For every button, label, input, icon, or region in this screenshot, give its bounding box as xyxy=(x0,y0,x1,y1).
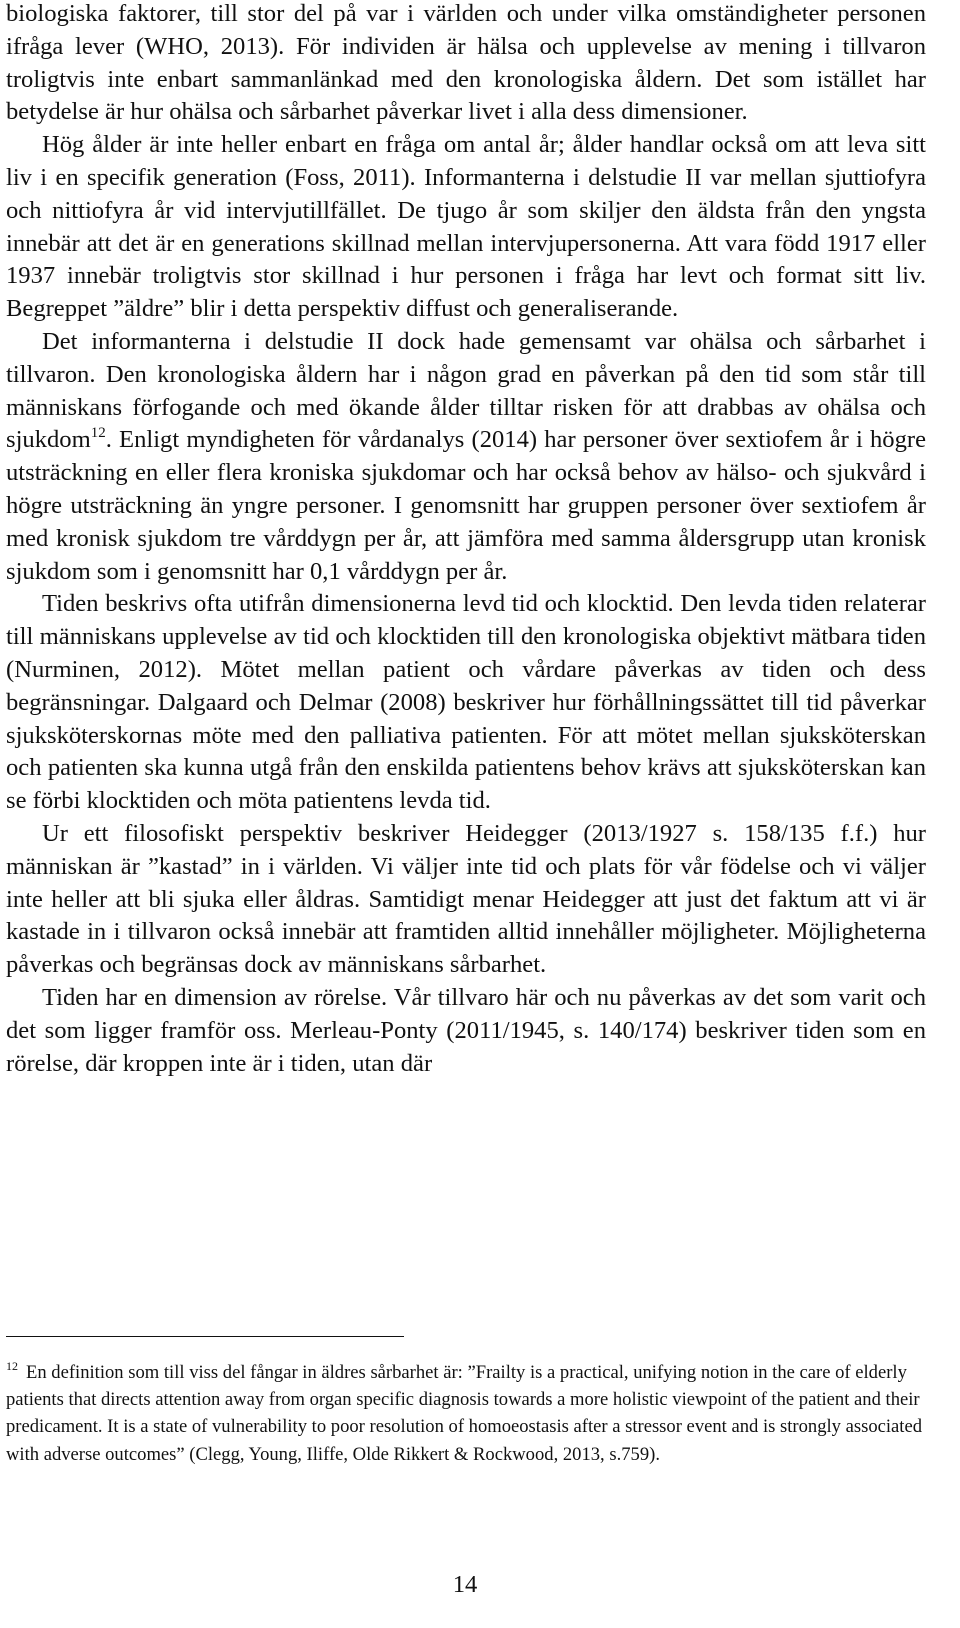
footnote xyxy=(6,1359,924,1468)
footnote-separator xyxy=(6,1336,404,1337)
paragraph-text: Det informanterna i delstudie II dock hade gemensamt var ohälsa och sårbarhet i tillvaron. Den kronologiska åldern har i någon grad en påverkan på den tid som står till människans förfogande och med ökande ålder tilltar risken för att drabbas av ohälsa och sjukdom xyxy=(6,327,926,454)
paragraph xyxy=(6,982,926,1080)
paragraph-text: Tiden har en dimension av rörelse. Vår tillvaro här och nu påverkas av det som varit och det som ligger framför oss. Merleau-Ponty (2011/1945, s. 140/174) beskriver tiden som en rörelse, där kroppen inte är i tiden, utan där xyxy=(6,983,926,1077)
paragraph xyxy=(6,588,926,818)
footnote-text: En definition som till viss del fångar in äldres sårbarhet är: ”Frailty is a practical, unifying notion in the care of elderly patients that directs attention away from organ specific diagnosis towards a more holistic viewpoint of the patient and their predicament. It is a state of vulnerability to poor resolution of homoeostasis after a stressor event and is strongly associated with adverse outcomes” (Clegg, Young, Iliffe, Olde Rikkert & Rockwood, 2013, s.759). xyxy=(6,1362,923,1465)
paragraph xyxy=(6,0,926,129)
paragraph-text: Tiden beskrivs ofta utifrån dimensionerna levd tid och klocktid. Den levda tiden relaterar till människans upplevelse av tid och klocktiden till den kronologiska objektivt mätbara tiden (Nurminen, 2012). Mötet mellan patient och vårdare påverkas av tiden och dess begränsningar. Dalgaard och Delmar (2008) beskriver hur förhållningssättet till tid påverkar sjuksköterskornas möte med den palliativa patienten. För att mötet mellan sjuksköterskan och patienten ska kunna utgå från den enskilda patientens behov krävs att sjuksköterskan kan se förbi klocktiden och möta patientens levda tid. xyxy=(6,590,926,815)
footnote-reference: 12 xyxy=(90,425,106,442)
paragraph-text: biologiska faktorer, till stor del på var i världen och under vilka omständigheter personen ifråga lever (WHO, 2013). För individen är hälsa och upplevelse av mening i tillvaron troligtvis inte enbart sammanlänkad med den kronologiska åldern. Det som istället har betydelse är hur ohälsa och sårbarhet påverkar livet i alla dess dimensioner. xyxy=(6,0,926,126)
paragraph-text: Ur ett filosofiskt perspektiv beskriver Heidegger (2013/1927 s. 158/135 f.f.) hur människan är ”kastad” in i världen. Vi väljer inte tid och plats för vår födelse och vi väljer inte heller att bli sjuka eller åldras. Samtidigt menar Heidegger att just det faktum att vi är kastade in i tillvaron också innebär att framtiden alltid innehåller möjligheter. Möjligheterna påverkas och begränsas dock av människans sårbarhet. xyxy=(6,819,926,979)
page-number: 14 xyxy=(452,1571,478,1598)
paragraph xyxy=(6,129,926,326)
footnote-marker: 12 xyxy=(6,1359,18,1373)
paragraph xyxy=(6,818,926,982)
paragraph xyxy=(6,326,926,588)
paragraph-text: . Enligt myndigheten för vårdanalys (2014) har personer över sextiofem år i högre utsträckning en eller flera kroniska sjukdomar och har också behov av hälso- och sjukvård i högre utsträckning än yngre personer. I genomsnitt har gruppen personer över sextiofem år med kronisk sjukdom tre vårddygn per år, att jämföra med samma åldersgrupp utan kronisk sjukdom som i genomsnitt har 0,1 vårddygn per år. xyxy=(6,426,926,585)
paragraph-text: Hög ålder är inte heller enbart en fråga om antal år; ålder handlar också om att leva sitt liv i en specifik generation (Foss, 2011). Informanterna i delstudie II var mellan sjuttiofyra och nittiofyra år vid intervjutillfället. De tjugo år som skiljer den äldsta från den yngsta innebär att det är en generations skillnad mellan intervjupersonerna. Att vara född 1917 eller 1937 innebär troligtvis stor skillnad i hur personen i fråga har levt och format sitt liv. Begreppet ”äldre” blir i detta perspektiv diffust och generaliserande. xyxy=(6,131,926,323)
body-text xyxy=(6,0,926,1080)
